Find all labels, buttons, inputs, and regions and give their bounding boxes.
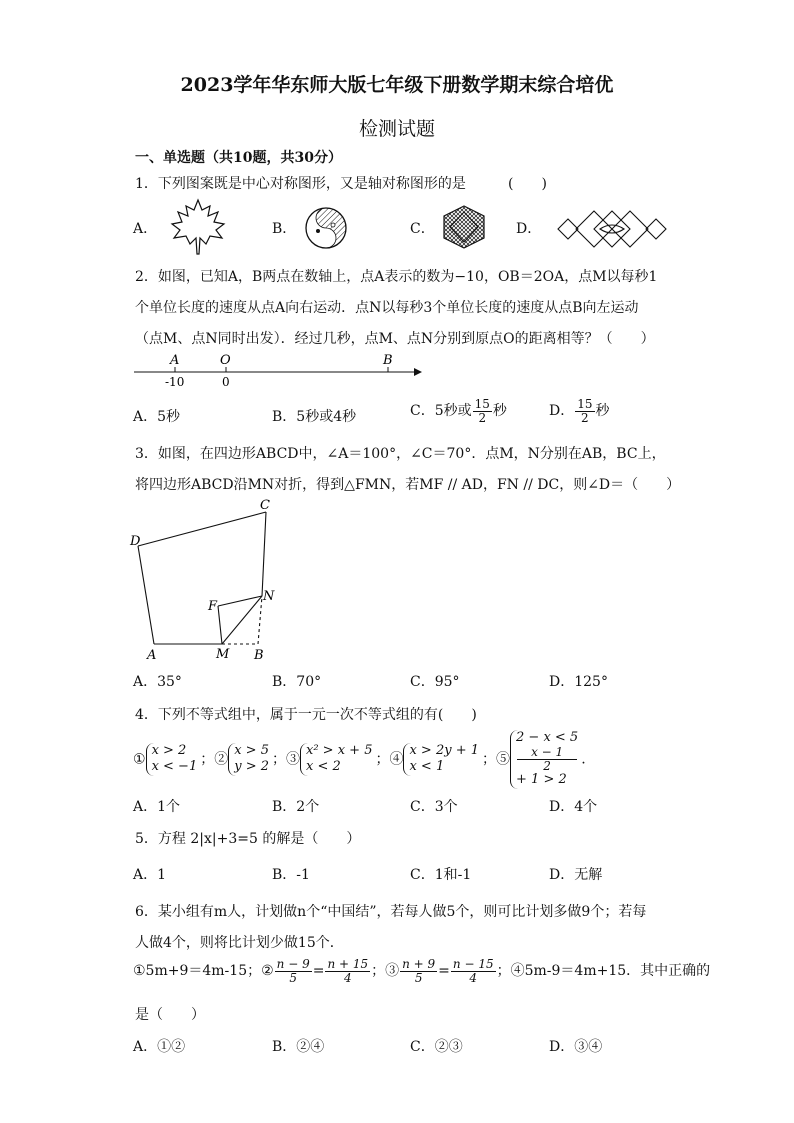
fraction-numerator: 15 bbox=[474, 397, 490, 411]
q6-option-a: A．①② bbox=[133, 1039, 186, 1055]
diamond-chain-figure bbox=[556, 208, 668, 250]
q3-line2: 将四边形ABCD沿MN对折，得到△FMN，若MF // AD，FN // DC，则∠D＝（ ） bbox=[135, 477, 681, 493]
q2-option-d bbox=[549, 398, 610, 424]
separator: ； bbox=[482, 751, 497, 768]
system-3-line-1: x² > x + 5 bbox=[306, 743, 373, 759]
q6-option-d: D．③④ bbox=[549, 1039, 603, 1055]
system-1 bbox=[146, 743, 201, 776]
q5-stem: 5．方程 2|x|+3=5 的解是（ ） bbox=[135, 831, 361, 847]
system-3-line-2: x < 2 bbox=[306, 759, 341, 775]
q2-option-d-text: D． bbox=[549, 403, 575, 420]
q4-option-a: A．1个 bbox=[133, 799, 181, 815]
q2-option-a: A．5秒 bbox=[133, 409, 181, 425]
axis-label-a: A bbox=[170, 353, 180, 368]
equals-sign: = bbox=[312, 963, 325, 980]
q5-option-a: A．1 bbox=[133, 867, 167, 883]
diagram-label-b: B bbox=[254, 648, 264, 663]
q6-line2: 人做4个，则将比计划少做15个． bbox=[135, 935, 344, 951]
q3-option-a: A．35° bbox=[133, 674, 182, 690]
q1-stem: 1．下列图案既是中心对称图形，又是轴对称图形的是 bbox=[135, 176, 466, 192]
fraction-numerator: n + 15 bbox=[327, 957, 369, 971]
system-4 bbox=[403, 743, 482, 776]
q5-option-d: D．无解 bbox=[549, 867, 603, 883]
page-subtitle: 检测试题 bbox=[358, 118, 435, 140]
fraction-numerator: 15 bbox=[577, 397, 593, 411]
diagram-label-d: D bbox=[130, 534, 141, 549]
maple-leaf-figure bbox=[166, 198, 230, 258]
quadrilateral-diagram bbox=[126, 494, 286, 664]
system-4-line-2: x < 1 bbox=[409, 759, 445, 775]
q6-equation-1: ①5m+9＝4m-15；② bbox=[133, 963, 274, 980]
q2-option-c bbox=[410, 398, 507, 424]
fraction-denominator: 2 bbox=[478, 410, 487, 425]
system-2-line-1: x > 5 bbox=[234, 743, 269, 759]
q2-line2: 个单位长度的速度从点A向右运动．点N以每秒3个单位长度的速度从点B向左运动 bbox=[135, 300, 639, 316]
axis-value-o: 0 bbox=[222, 375, 230, 389]
separator: ； bbox=[200, 751, 215, 768]
system-1-line-2: x < −1 bbox=[151, 759, 198, 775]
q1-option-b-label: B． bbox=[272, 221, 297, 237]
diagram-label-c: C bbox=[260, 498, 270, 513]
q5-option-b: B．-1 bbox=[272, 867, 310, 883]
circled-two: ② bbox=[214, 751, 229, 768]
q6-equations-row bbox=[133, 958, 710, 984]
circled-five: ⑤ bbox=[496, 751, 511, 768]
separator: ； bbox=[375, 751, 390, 768]
circled-one: ① bbox=[133, 751, 146, 768]
system-5-line-1: 2 − x < 5 bbox=[516, 730, 579, 745]
axis-label-o: O bbox=[220, 353, 231, 368]
fraction-numerator: n + 9 bbox=[402, 957, 436, 971]
q6-line1: 6．某小组有m人，计划做n个“中国结”，若每人做5个，则可比计划多做9个；若每 bbox=[135, 904, 647, 920]
q2-option-c-unit: 秒 bbox=[492, 403, 507, 420]
fraction-denominator: 5 bbox=[289, 970, 297, 985]
q6-option-c: C．②③ bbox=[410, 1039, 463, 1055]
system-1-line-1: x > 2 bbox=[151, 743, 187, 759]
system-5 bbox=[510, 730, 581, 789]
hexagon-figure bbox=[440, 204, 488, 250]
q3-line1: 3．如图，在四边形ABCD中，∠A＝100°，∠C＝70°．点M，N分别在AB，BC上， bbox=[135, 446, 666, 462]
q4-option-b: B．2个 bbox=[272, 799, 320, 815]
diagram-label-f: F bbox=[208, 599, 218, 614]
period: . bbox=[581, 751, 586, 768]
fraction-numerator: n − 15 bbox=[452, 957, 494, 971]
separator: ； bbox=[272, 751, 286, 768]
q2-option-c-text: C．5秒或 bbox=[410, 403, 472, 420]
q4-option-d: D．4个 bbox=[549, 799, 598, 815]
page-title: 2023学年华东师大版七年级下册数学期末综合培优 bbox=[180, 74, 614, 96]
equals-sign: = bbox=[438, 963, 450, 980]
q2-line3: （点M、点N同时出发）．经过几秒，点M、点N分别到原点O的距离相等？（ ） bbox=[135, 331, 655, 347]
q3-option-b: B．70° bbox=[272, 674, 322, 690]
q2-option-b: B．5秒或4秒 bbox=[272, 409, 357, 425]
q5-option-c: C．1和-1 bbox=[410, 867, 472, 883]
fraction-denominator: 2 bbox=[543, 758, 551, 773]
system-5-line-2 bbox=[516, 746, 578, 788]
diagram-label-a: A bbox=[147, 648, 157, 663]
circled-three: ③ bbox=[286, 751, 300, 768]
axis-value-a: -10 bbox=[165, 375, 185, 389]
q3-option-c: C．95° bbox=[410, 674, 460, 690]
q2-option-d-unit: 秒 bbox=[595, 403, 610, 420]
q3-option-d: D．125° bbox=[549, 674, 608, 690]
q1-answer-paren: ( ) bbox=[508, 176, 547, 192]
system-2 bbox=[228, 743, 272, 776]
circled-four: ④ bbox=[389, 751, 404, 768]
system-2-line-2: y > 2 bbox=[234, 759, 269, 775]
diagram-label-n: N bbox=[263, 589, 275, 604]
q1-option-d-label: D． bbox=[516, 221, 542, 237]
q1-option-a-label: A． bbox=[133, 221, 158, 237]
q4-systems-row bbox=[133, 730, 586, 789]
axis-label-b: B bbox=[383, 353, 393, 368]
q1-option-c-label: C． bbox=[410, 221, 435, 237]
q6-line4: 是（ ） bbox=[135, 1007, 205, 1023]
q6-equation-4: ；④5m-9＝4m+15．其中正确的 bbox=[496, 963, 711, 980]
number-line bbox=[130, 350, 430, 392]
q6-separator-3: ；③ bbox=[371, 963, 400, 980]
yin-yang-figure bbox=[303, 205, 349, 251]
fraction-numerator: n − 9 bbox=[276, 957, 310, 971]
system-4-line-1: x > 2y + 1 bbox=[409, 743, 480, 759]
fraction-denominator: 2 bbox=[581, 410, 589, 425]
q6-option-b: B．②④ bbox=[272, 1039, 325, 1055]
diagram-label-m: M bbox=[216, 647, 230, 662]
q2-line1: 2．如图，已知A，B两点在数轴上，点A表示的数为−10，OB＝2OA，点M以每秒1 bbox=[135, 269, 658, 285]
fraction-denominator: 4 bbox=[343, 970, 352, 985]
system-3 bbox=[300, 743, 375, 776]
q4-stem: 4．下列不等式组中，属于一元一次不等式组的有( ) bbox=[135, 707, 477, 723]
fraction-denominator: 4 bbox=[469, 970, 478, 985]
fraction-numerator: x − 1 bbox=[517, 746, 577, 760]
system-5-line-2-rest: + 1 > 2 bbox=[516, 772, 567, 788]
section-heading: 一、单选题（共10题，共30分） bbox=[135, 150, 342, 166]
fraction-denominator: 5 bbox=[414, 970, 423, 985]
q4-option-c: C．3个 bbox=[410, 799, 458, 815]
